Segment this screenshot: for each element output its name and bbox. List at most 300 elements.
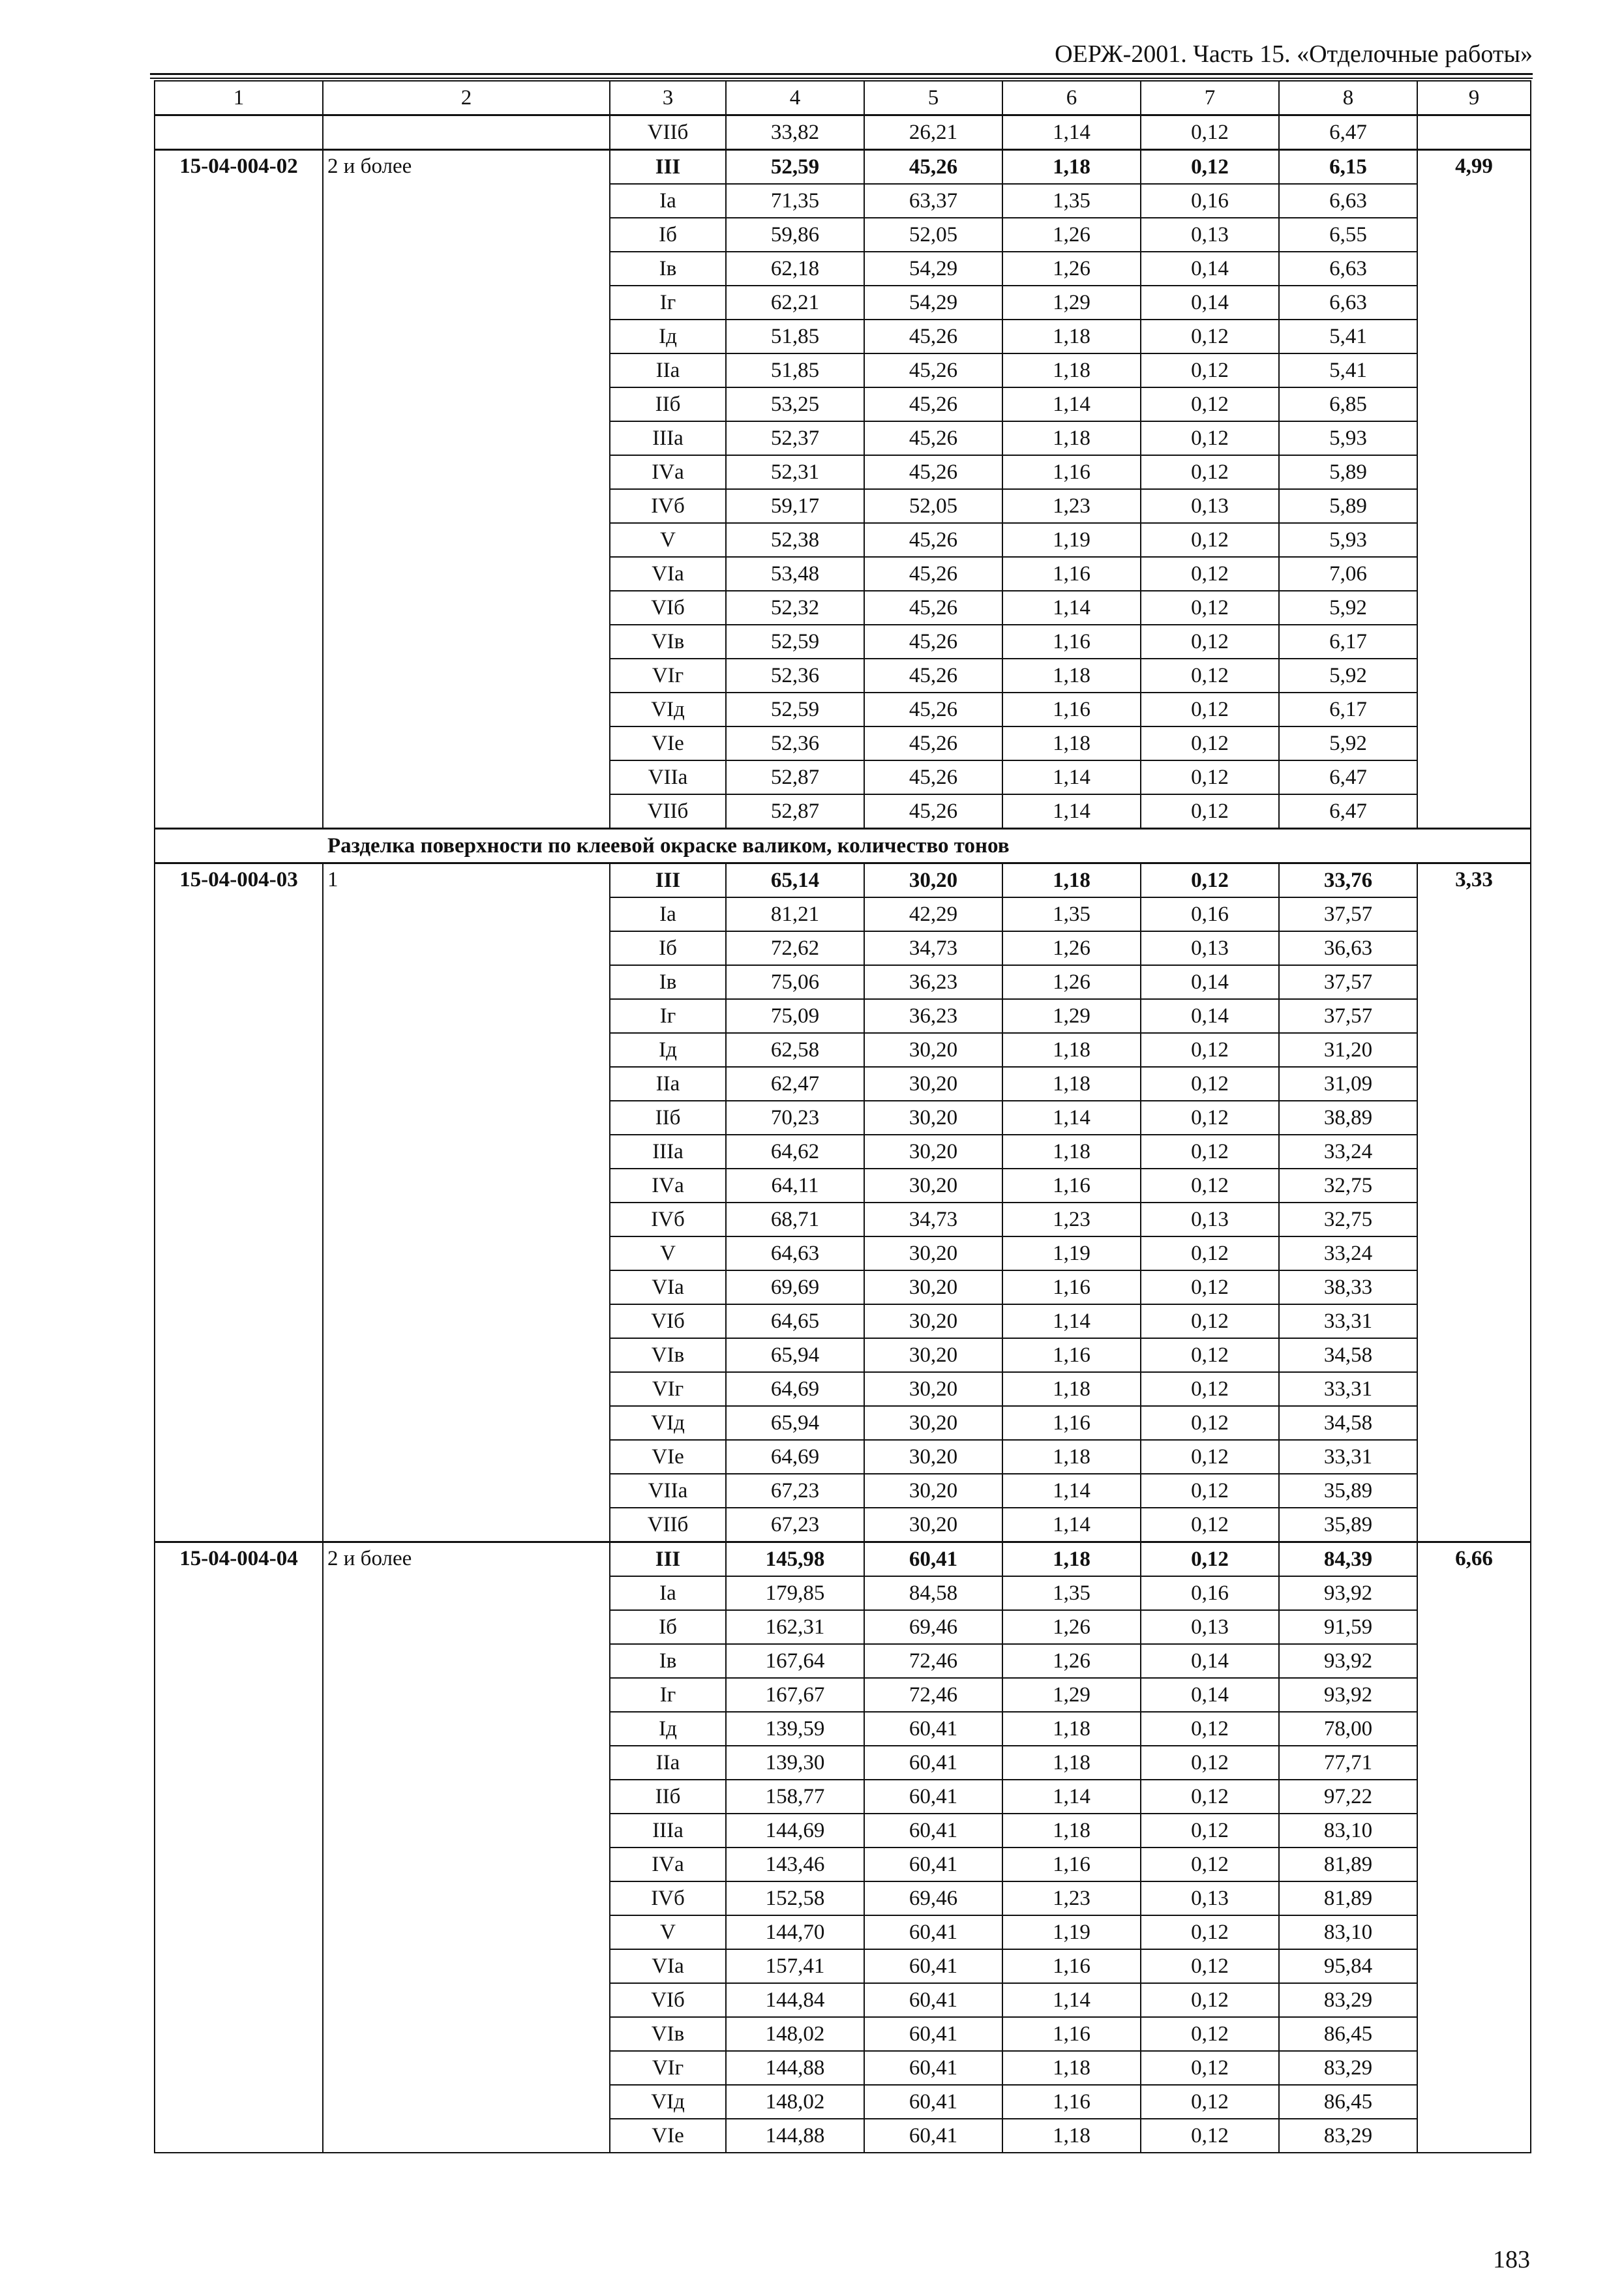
machine-cost-cell: 1,23 (1002, 1203, 1141, 1236)
direct-cost-cell: 52,87 (726, 760, 864, 794)
direct-cost-cell: 70,23 (726, 1101, 864, 1135)
labor-cost-cell: 60,41 (864, 1780, 1002, 1814)
driver-wage-cell: 0,12 (1141, 760, 1279, 794)
labor-cost-cell: 60,41 (864, 2119, 1002, 2153)
zone-cell: Iд (610, 1033, 726, 1067)
driver-wage-cell: 0,12 (1141, 1372, 1279, 1406)
direct-cost-cell: 167,67 (726, 1678, 864, 1712)
section-heading: Разделка поверхности по клеевой окраске валиком, количество тонов (155, 829, 1531, 863)
driver-wage-cell: 0,12 (1141, 115, 1279, 150)
direct-cost-cell: 162,31 (726, 1610, 864, 1644)
labor-cost-cell: 30,20 (864, 1135, 1002, 1169)
zone-cell: VIд (610, 2085, 726, 2119)
zone-cell: VIв (610, 2017, 726, 2051)
labor-cost-cell: 52,05 (864, 489, 1002, 523)
machine-cost-cell: 1,18 (1002, 1372, 1141, 1406)
labor-cost-cell: 63,37 (864, 184, 1002, 218)
column-number-3: 3 (610, 81, 726, 115)
column-number-row (155, 81, 1531, 115)
rates-table (154, 80, 1531, 2153)
labor-cost-cell: 45,26 (864, 455, 1002, 489)
labor-cost-cell: 36,23 (864, 999, 1002, 1033)
column-number-8: 8 (1279, 81, 1417, 115)
direct-cost-cell: 72,62 (726, 931, 864, 965)
machine-cost-cell: 1,29 (1002, 999, 1141, 1033)
machine-cost-cell: 1,18 (1002, 1542, 1141, 1577)
direct-cost-cell: 144,70 (726, 1915, 864, 1949)
direct-cost-cell: 139,59 (726, 1712, 864, 1746)
labor-cost-cell: 60,41 (864, 1949, 1002, 1983)
column-number-6: 6 (1002, 81, 1141, 115)
direct-cost-cell: 62,18 (726, 252, 864, 286)
materials-cost-cell: 36,63 (1279, 931, 1417, 965)
machine-cost-cell: 1,16 (1002, 625, 1141, 659)
driver-wage-cell: 0,12 (1141, 387, 1279, 421)
driver-wage-cell: 0,12 (1141, 1949, 1279, 1983)
driver-wage-cell: 0,12 (1141, 1033, 1279, 1067)
driver-wage-cell: 0,14 (1141, 286, 1279, 320)
zone-cell: Iб (610, 218, 726, 252)
direct-cost-cell: 69,69 (726, 1270, 864, 1304)
materials-cost-cell: 86,45 (1279, 2017, 1417, 2051)
zone-cell: VIIа (610, 760, 726, 794)
driver-wage-cell: 0,14 (1141, 252, 1279, 286)
direct-cost-cell: 65,94 (726, 1406, 864, 1440)
direct-cost-cell: 144,84 (726, 1983, 864, 2017)
labor-cost-cell: 26,21 (864, 115, 1002, 150)
labor-cost-cell: 45,26 (864, 625, 1002, 659)
driver-wage-cell: 0,12 (1141, 1304, 1279, 1338)
driver-wage-cell: 0,16 (1141, 897, 1279, 931)
zone-cell: III (610, 150, 726, 185)
direct-cost-cell: 52,59 (726, 150, 864, 185)
driver-wage-cell: 0,12 (1141, 2119, 1279, 2153)
direct-cost-cell: 167,64 (726, 1644, 864, 1678)
labor-cost-cell: 45,26 (864, 523, 1002, 557)
labor-cost-cell: 30,20 (864, 1440, 1002, 1474)
materials-cost-cell: 31,09 (1279, 1067, 1417, 1101)
zone-cell: IIа (610, 1746, 726, 1780)
machine-cost-cell: 1,26 (1002, 218, 1141, 252)
machine-cost-cell: 1,16 (1002, 557, 1141, 591)
materials-cost-cell: 81,89 (1279, 1881, 1417, 1915)
direct-cost-cell: 64,69 (726, 1372, 864, 1406)
machine-cost-cell: 1,16 (1002, 2085, 1141, 2119)
zone-cell: IIб (610, 1780, 726, 1814)
labor-cost-cell: 60,41 (864, 2085, 1002, 2119)
materials-cost-cell: 38,89 (1279, 1101, 1417, 1135)
labor-cost-cell: 60,41 (864, 2051, 1002, 2085)
materials-cost-cell: 38,33 (1279, 1270, 1417, 1304)
direct-cost-cell: 157,41 (726, 1949, 864, 1983)
column-number-2: 2 (323, 81, 610, 115)
zone-cell: VIа (610, 1270, 726, 1304)
machine-cost-cell: 1,14 (1002, 1780, 1141, 1814)
labor-hours-cell-empty (1417, 115, 1531, 150)
machine-cost-cell: 1,14 (1002, 1304, 1141, 1338)
direct-cost-cell: 71,35 (726, 184, 864, 218)
driver-wage-cell: 0,12 (1141, 1270, 1279, 1304)
materials-cost-cell: 35,89 (1279, 1474, 1417, 1508)
zone-cell: IIIа (610, 1135, 726, 1169)
machine-cost-cell: 1,19 (1002, 523, 1141, 557)
materials-cost-cell: 31,20 (1279, 1033, 1417, 1067)
machine-cost-cell: 1,26 (1002, 1610, 1141, 1644)
materials-cost-cell: 33,24 (1279, 1135, 1417, 1169)
materials-cost-cell: 6,85 (1279, 387, 1417, 421)
machine-cost-cell: 1,18 (1002, 421, 1141, 455)
materials-cost-cell: 83,10 (1279, 1814, 1417, 1848)
rates-table-body (155, 81, 1531, 2153)
materials-cost-cell: 32,75 (1279, 1169, 1417, 1203)
materials-cost-cell: 5,41 (1279, 353, 1417, 387)
labor-cost-cell: 60,41 (864, 1814, 1002, 1848)
direct-cost-cell: 81,21 (726, 897, 864, 931)
materials-cost-cell: 93,92 (1279, 1678, 1417, 1712)
machine-cost-cell: 1,14 (1002, 1474, 1141, 1508)
machine-cost-cell: 1,16 (1002, 455, 1141, 489)
labor-cost-cell: 45,26 (864, 794, 1002, 829)
code-cell-empty (155, 115, 323, 150)
machine-cost-cell: 1,16 (1002, 1949, 1141, 1983)
running-header: ОЕРЖ-2001. Часть 15. «Отделочные работы» (1055, 40, 1533, 68)
labor-cost-cell: 30,20 (864, 863, 1002, 898)
machine-cost-cell: 1,26 (1002, 965, 1141, 999)
labor-cost-cell: 84,58 (864, 1576, 1002, 1610)
machine-cost-cell: 1,16 (1002, 1169, 1141, 1203)
labor-cost-cell: 60,41 (864, 1915, 1002, 1949)
column-number-7: 7 (1141, 81, 1279, 115)
machine-cost-cell: 1,18 (1002, 320, 1141, 353)
driver-wage-cell: 0,12 (1141, 1338, 1279, 1372)
zone-cell: Iв (610, 252, 726, 286)
labor-cost-cell: 30,20 (864, 1169, 1002, 1203)
rate-code: 15-04-004-04 (155, 1542, 323, 2153)
zone-cell: VIа (610, 557, 726, 591)
driver-wage-cell: 0,12 (1141, 693, 1279, 726)
driver-wage-cell: 0,12 (1141, 455, 1279, 489)
direct-cost-cell: 51,85 (726, 353, 864, 387)
machine-cost-cell: 1,14 (1002, 760, 1141, 794)
machine-cost-cell: 1,14 (1002, 1983, 1141, 2017)
machine-cost-cell: 1,16 (1002, 1270, 1141, 1304)
driver-wage-cell: 0,12 (1141, 1169, 1279, 1203)
direct-cost-cell: 65,94 (726, 1338, 864, 1372)
materials-cost-cell: 83,29 (1279, 2051, 1417, 2085)
machine-cost-cell: 1,16 (1002, 1406, 1141, 1440)
labor-cost-cell: 45,26 (864, 320, 1002, 353)
driver-wage-cell: 0,12 (1141, 659, 1279, 693)
driver-wage-cell: 0,12 (1141, 320, 1279, 353)
section-heading-row (155, 829, 1531, 863)
materials-cost-cell: 34,58 (1279, 1406, 1417, 1440)
direct-cost-cell: 53,25 (726, 387, 864, 421)
zone-cell: VIIб (610, 1508, 726, 1542)
labor-cost-cell: 45,26 (864, 353, 1002, 387)
direct-cost-cell: 145,98 (726, 1542, 864, 1577)
zone-cell: Iг (610, 1678, 726, 1712)
driver-wage-cell: 0,14 (1141, 1644, 1279, 1678)
labor-cost-cell: 34,73 (864, 931, 1002, 965)
rate-code: 15-04-004-03 (155, 863, 323, 1542)
zone-cell: III (610, 863, 726, 898)
materials-cost-cell: 83,29 (1279, 2119, 1417, 2153)
materials-cost-cell: 5,93 (1279, 523, 1417, 557)
materials-cost-cell: 5,92 (1279, 659, 1417, 693)
machine-cost-cell: 1,26 (1002, 931, 1141, 965)
machine-cost-cell: 1,16 (1002, 693, 1141, 726)
materials-cost-cell: 97,22 (1279, 1780, 1417, 1814)
labor-cost-cell: 45,26 (864, 557, 1002, 591)
driver-wage-cell: 0,12 (1141, 726, 1279, 760)
machine-cost-cell: 1,14 (1002, 591, 1141, 625)
zone-cell: III (610, 1542, 726, 1577)
driver-wage-cell: 0,12 (1141, 1440, 1279, 1474)
machine-cost-cell: 1,18 (1002, 1067, 1141, 1101)
driver-wage-cell: 0,12 (1141, 1101, 1279, 1135)
machine-cost-cell: 1,26 (1002, 252, 1141, 286)
driver-wage-cell: 0,12 (1141, 1508, 1279, 1542)
zone-cell: IVа (610, 1848, 726, 1881)
labor-cost-cell: 60,41 (864, 2017, 1002, 2051)
zone-cell: Iд (610, 1712, 726, 1746)
direct-cost-cell: 143,46 (726, 1848, 864, 1881)
materials-cost-cell: 6,47 (1279, 760, 1417, 794)
direct-cost-cell: 52,38 (726, 523, 864, 557)
labor-cost-cell: 30,20 (864, 1236, 1002, 1270)
zone-cell: Iб (610, 931, 726, 965)
labor-cost-cell: 60,41 (864, 1542, 1002, 1577)
zone-cell: VIе (610, 1440, 726, 1474)
labor-cost-cell: 60,41 (864, 1712, 1002, 1746)
page-number: 183 (1493, 2246, 1530, 2273)
materials-cost-cell: 35,89 (1279, 1508, 1417, 1542)
direct-cost-cell: 144,69 (726, 1814, 864, 1848)
machine-cost-cell: 1,18 (1002, 2119, 1141, 2153)
direct-cost-cell: 62,58 (726, 1033, 864, 1067)
labor-cost-cell: 45,26 (864, 387, 1002, 421)
direct-cost-cell: 52,59 (726, 693, 864, 726)
materials-cost-cell: 33,31 (1279, 1372, 1417, 1406)
machine-cost-cell: 1,19 (1002, 1236, 1141, 1270)
materials-cost-cell: 77,71 (1279, 1746, 1417, 1780)
machine-cost-cell: 1,14 (1002, 115, 1141, 150)
driver-wage-cell: 0,12 (1141, 1406, 1279, 1440)
machine-cost-cell: 1,23 (1002, 489, 1141, 523)
materials-cost-cell: 6,47 (1279, 794, 1417, 829)
driver-wage-cell: 0,13 (1141, 1881, 1279, 1915)
zone-cell: IVб (610, 1203, 726, 1236)
machine-cost-cell: 1,18 (1002, 2051, 1141, 2085)
labor-cost-cell: 45,26 (864, 726, 1002, 760)
zone-cell: IVа (610, 1169, 726, 1203)
header-rule-thick (150, 73, 1533, 75)
labor-cost-cell: 30,20 (864, 1270, 1002, 1304)
machine-cost-cell: 1,16 (1002, 1338, 1141, 1372)
driver-wage-cell: 0,12 (1141, 1746, 1279, 1780)
direct-cost-cell: 75,06 (726, 965, 864, 999)
direct-cost-cell: 52,59 (726, 625, 864, 659)
materials-cost-cell: 81,89 (1279, 1848, 1417, 1881)
driver-wage-cell: 0,14 (1141, 1678, 1279, 1712)
zone-cell: IIIа (610, 1814, 726, 1848)
driver-wage-cell: 0,16 (1141, 184, 1279, 218)
table-row (155, 1542, 1531, 1577)
labor-cost-cell: 54,29 (864, 286, 1002, 320)
labor-cost-cell: 30,20 (864, 1033, 1002, 1067)
labor-cost-cell: 54,29 (864, 252, 1002, 286)
machine-cost-cell: 1,23 (1002, 1881, 1141, 1915)
labor-cost-cell: 30,20 (864, 1406, 1002, 1440)
description-cell-empty (323, 115, 610, 150)
machine-cost-cell: 1,29 (1002, 286, 1141, 320)
materials-cost-cell: 37,57 (1279, 965, 1417, 999)
machine-cost-cell: 1,16 (1002, 1848, 1141, 1881)
materials-cost-cell: 6,63 (1279, 286, 1417, 320)
materials-cost-cell: 86,45 (1279, 2085, 1417, 2119)
direct-cost-cell: 144,88 (726, 2119, 864, 2153)
zone-cell: Iа (610, 897, 726, 931)
materials-cost-cell: 5,89 (1279, 489, 1417, 523)
zone-cell: VIIб (610, 115, 726, 150)
column-number-5: 5 (864, 81, 1002, 115)
zone-cell: Iг (610, 999, 726, 1033)
driver-wage-cell: 0,12 (1141, 557, 1279, 591)
materials-cost-cell: 6,63 (1279, 184, 1417, 218)
zone-cell: VIб (610, 591, 726, 625)
machine-cost-cell: 1,18 (1002, 353, 1141, 387)
labor-cost-cell: 42,29 (864, 897, 1002, 931)
driver-wage-cell: 0,13 (1141, 931, 1279, 965)
labor-cost-cell: 36,23 (864, 965, 1002, 999)
labor-cost-cell: 69,46 (864, 1881, 1002, 1915)
labor-cost-cell: 72,46 (864, 1678, 1002, 1712)
materials-cost-cell: 93,92 (1279, 1644, 1417, 1678)
machine-cost-cell: 1,26 (1002, 1644, 1141, 1678)
driver-wage-cell: 0,12 (1141, 1848, 1279, 1881)
zone-cell: VIIа (610, 1474, 726, 1508)
labor-cost-cell: 30,20 (864, 1101, 1002, 1135)
driver-wage-cell: 0,12 (1141, 1542, 1279, 1577)
machine-cost-cell: 1,18 (1002, 150, 1141, 185)
machine-cost-cell: 1,14 (1002, 1508, 1141, 1542)
materials-cost-cell: 7,06 (1279, 557, 1417, 591)
direct-cost-cell: 148,02 (726, 2085, 864, 2119)
column-number-4: 4 (726, 81, 864, 115)
materials-cost-cell: 6,17 (1279, 625, 1417, 659)
driver-wage-cell: 0,12 (1141, 1712, 1279, 1746)
zone-cell: VIд (610, 693, 726, 726)
direct-cost-cell: 52,32 (726, 591, 864, 625)
direct-cost-cell: 67,23 (726, 1474, 864, 1508)
materials-cost-cell: 83,10 (1279, 1915, 1417, 1949)
machine-cost-cell: 1,35 (1002, 1576, 1141, 1610)
zone-cell: V (610, 523, 726, 557)
driver-wage-cell: 0,13 (1141, 218, 1279, 252)
machine-cost-cell: 1,18 (1002, 726, 1141, 760)
rate-code: 15-04-004-02 (155, 150, 323, 829)
direct-cost-cell: 144,88 (726, 2051, 864, 2085)
materials-cost-cell: 37,57 (1279, 999, 1417, 1033)
machine-cost-cell: 1,18 (1002, 1033, 1141, 1067)
labor-cost-cell: 30,20 (864, 1474, 1002, 1508)
direct-cost-cell: 52,36 (726, 726, 864, 760)
machine-cost-cell: 1,14 (1002, 794, 1141, 829)
direct-cost-cell: 65,14 (726, 863, 864, 898)
materials-cost-cell: 78,00 (1279, 1712, 1417, 1746)
driver-wage-cell: 0,14 (1141, 965, 1279, 999)
machine-cost-cell: 1,18 (1002, 1746, 1141, 1780)
direct-cost-cell: 67,23 (726, 1508, 864, 1542)
labor-cost-cell: 69,46 (864, 1610, 1002, 1644)
materials-cost-cell: 33,76 (1279, 863, 1417, 898)
materials-cost-cell: 34,58 (1279, 1338, 1417, 1372)
driver-wage-cell: 0,12 (1141, 421, 1279, 455)
labor-cost-cell: 52,05 (864, 218, 1002, 252)
rate-description: 2 и более (323, 150, 610, 829)
direct-cost-cell: 64,63 (726, 1236, 864, 1270)
driver-wage-cell: 0,12 (1141, 1474, 1279, 1508)
labor-cost-cell: 30,20 (864, 1372, 1002, 1406)
machine-cost-cell: 1,16 (1002, 2017, 1141, 2051)
materials-cost-cell: 5,41 (1279, 320, 1417, 353)
materials-cost-cell: 6,63 (1279, 252, 1417, 286)
zone-cell: IIа (610, 1067, 726, 1101)
materials-cost-cell: 5,89 (1279, 455, 1417, 489)
labor-cost-cell: 30,20 (864, 1338, 1002, 1372)
direct-cost-cell: 179,85 (726, 1576, 864, 1610)
driver-wage-cell: 0,12 (1141, 794, 1279, 829)
machine-cost-cell: 1,18 (1002, 1135, 1141, 1169)
driver-wage-cell: 0,12 (1141, 863, 1279, 898)
direct-cost-cell: 52,87 (726, 794, 864, 829)
labor-cost-cell: 60,41 (864, 1848, 1002, 1881)
header-rule-thin (150, 78, 1533, 79)
driver-wage-cell: 0,12 (1141, 150, 1279, 185)
driver-wage-cell: 0,13 (1141, 489, 1279, 523)
driver-wage-cell: 0,12 (1141, 1135, 1279, 1169)
zone-cell: Iа (610, 184, 726, 218)
machine-cost-cell: 1,18 (1002, 863, 1141, 898)
zone-cell: VIд (610, 1406, 726, 1440)
table-row (155, 115, 1531, 150)
labor-cost-cell: 34,73 (864, 1203, 1002, 1236)
column-number-1: 1 (155, 81, 323, 115)
driver-wage-cell: 0,12 (1141, 523, 1279, 557)
labor-cost-cell: 45,26 (864, 591, 1002, 625)
machine-cost-cell: 1,18 (1002, 659, 1141, 693)
driver-wage-cell: 0,12 (1141, 1915, 1279, 1949)
materials-cost-cell: 84,39 (1279, 1542, 1417, 1577)
driver-wage-cell: 0,12 (1141, 2017, 1279, 2051)
direct-cost-cell: 158,77 (726, 1780, 864, 1814)
labor-cost-cell: 30,20 (864, 1067, 1002, 1101)
machine-cost-cell: 1,35 (1002, 897, 1141, 931)
machine-cost-cell: 1,29 (1002, 1678, 1141, 1712)
zone-cell: VIIб (610, 794, 726, 829)
materials-cost-cell: 91,59 (1279, 1610, 1417, 1644)
driver-wage-cell: 0,12 (1141, 1983, 1279, 2017)
direct-cost-cell: 148,02 (726, 2017, 864, 2051)
materials-cost-cell: 33,31 (1279, 1440, 1417, 1474)
labor-cost-cell: 60,41 (864, 1983, 1002, 2017)
driver-wage-cell: 0,12 (1141, 353, 1279, 387)
zone-cell: Iд (610, 320, 726, 353)
driver-wage-cell: 0,12 (1141, 591, 1279, 625)
direct-cost-cell: 51,85 (726, 320, 864, 353)
machine-cost-cell: 1,19 (1002, 1915, 1141, 1949)
zone-cell: IIб (610, 1101, 726, 1135)
